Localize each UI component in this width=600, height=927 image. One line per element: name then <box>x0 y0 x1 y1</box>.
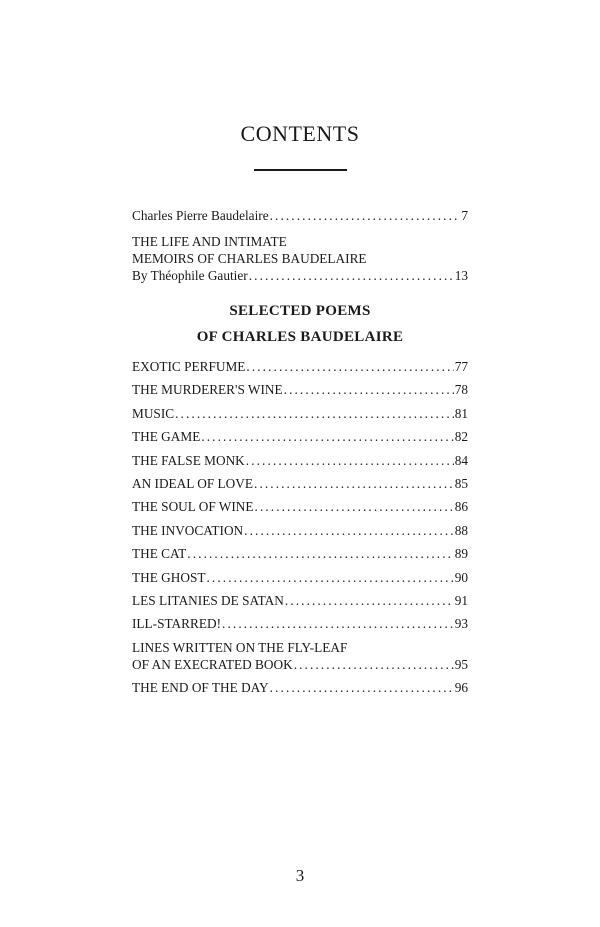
toc-entry-row <box>132 615 468 632</box>
toc-entry-row <box>132 569 468 586</box>
section-heading <box>0 298 600 350</box>
toc-entry-row <box>132 679 468 696</box>
dot-leader <box>249 267 454 284</box>
dot-leader <box>246 452 454 469</box>
toc-entry-title: MUSIC <box>132 405 175 421</box>
toc-entry[interactable] <box>132 405 468 422</box>
toc-entry-row <box>132 656 468 673</box>
toc-entry-title: LES LITANIES DE SATAN <box>132 592 284 608</box>
front-matter-list <box>132 207 468 284</box>
toc-entry-line: THE LIFE AND INTIMATE <box>132 234 287 249</box>
toc-entry[interactable] <box>132 452 468 469</box>
toc-entry[interactable] <box>132 428 468 445</box>
toc-entry[interactable] <box>132 522 468 539</box>
toc-entry-title: THE END OF THE DAY <box>132 680 269 696</box>
dot-leader <box>201 428 453 445</box>
dot-leader <box>222 615 454 632</box>
toc-entry-row <box>132 452 468 469</box>
toc-entry-row <box>132 428 468 445</box>
toc-entry-title: THE SOUL OF WINE <box>132 499 254 515</box>
toc-entry-title: AN IDEAL OF LOVE <box>132 475 254 491</box>
toc-entry-row <box>132 207 468 224</box>
toc-entry-title: THE GHOST <box>132 569 206 585</box>
toc-entry-page: 88 <box>454 522 468 538</box>
page-number: 3 <box>295 866 305 885</box>
dot-leader <box>285 592 454 609</box>
toc-entry-page: 93 <box>454 616 468 632</box>
toc-entry[interactable] <box>132 207 468 224</box>
toc-entry[interactable] <box>132 639 468 673</box>
toc-entry-page: 84 <box>454 452 468 468</box>
dot-leader <box>175 405 454 422</box>
toc-entry-page: 78 <box>454 382 468 398</box>
toc-entry[interactable] <box>132 475 468 492</box>
toc-entry[interactable] <box>132 569 468 586</box>
dot-leader <box>294 656 454 673</box>
toc-entry-page: 90 <box>454 569 468 585</box>
toc-entry-row <box>132 381 468 398</box>
toc-entry-title: EXOTIC PERFUME <box>132 359 246 374</box>
toc-entry-title: THE CAT <box>132 546 187 562</box>
toc-entry-page: 85 <box>454 475 468 491</box>
toc-entry[interactable] <box>132 545 468 562</box>
dot-leader <box>270 679 454 696</box>
toc-entry-title: THE GAME <box>132 429 201 445</box>
toc-entry-row <box>132 475 468 492</box>
toc-entry-page: 95 <box>454 656 468 672</box>
toc-entry[interactable] <box>132 233 468 284</box>
toc-entry-page: 81 <box>454 405 468 421</box>
toc-entry[interactable] <box>132 679 468 696</box>
toc-entry-title: OF AN EXECRATED BOOK <box>132 656 293 672</box>
dot-leader <box>284 381 454 398</box>
title-underline <box>254 169 347 171</box>
page-title: CONTENTS <box>240 121 360 146</box>
toc-entry-page: 13 <box>454 268 468 283</box>
poems-list <box>132 358 468 696</box>
toc-entry[interactable] <box>132 498 468 515</box>
toc-entry-title: THE INVOCATION <box>132 522 244 538</box>
toc-entry-page: 89 <box>454 546 468 562</box>
toc-entry-title: Charles Pierre Baudelaire <box>132 208 269 223</box>
toc-entry-line: LINES WRITTEN ON THE FLY-LEAF <box>132 639 348 655</box>
dot-leader <box>246 358 453 375</box>
toc-entry[interactable] <box>132 381 468 398</box>
section-heading-line-2: OF CHARLES BAUDELAIRE <box>196 329 404 345</box>
toc-entry-row <box>132 498 468 515</box>
dot-leader <box>270 207 461 224</box>
toc-entry-page: 82 <box>454 429 468 445</box>
toc-entry-page: 86 <box>454 499 468 515</box>
toc-entry-row <box>132 522 468 539</box>
toc-entry[interactable] <box>132 592 468 609</box>
toc-entry-line: MEMOIRS OF CHARLES BAUDELAIRE <box>132 251 367 266</box>
toc-entry[interactable] <box>132 358 468 375</box>
dot-leader <box>244 522 454 539</box>
toc-entry-row <box>132 358 468 375</box>
toc-entry-row <box>132 545 468 562</box>
toc-entry-page: 91 <box>454 592 468 608</box>
toc-entry-row <box>132 267 468 284</box>
dot-leader <box>255 498 454 515</box>
toc-entry-title: By Théophile Gautier <box>132 268 248 283</box>
toc-entry[interactable] <box>132 615 468 632</box>
toc-entry-page: 7 <box>461 208 468 223</box>
toc-entry-title: ILL-STARRED! <box>132 616 222 632</box>
toc-entry-row <box>132 592 468 609</box>
dot-leader <box>187 545 453 562</box>
toc-entry-page: 77 <box>454 359 468 374</box>
toc-entry-page: 96 <box>454 680 468 696</box>
dot-leader <box>254 475 454 492</box>
toc-entry-title: THE FALSE MONK <box>132 452 245 468</box>
toc-entry-row <box>132 405 468 422</box>
dot-leader <box>207 569 454 586</box>
section-heading-line-1: SELECTED POEMS <box>229 303 371 319</box>
toc-entry-title: THE MURDERER'S WINE <box>132 382 283 398</box>
